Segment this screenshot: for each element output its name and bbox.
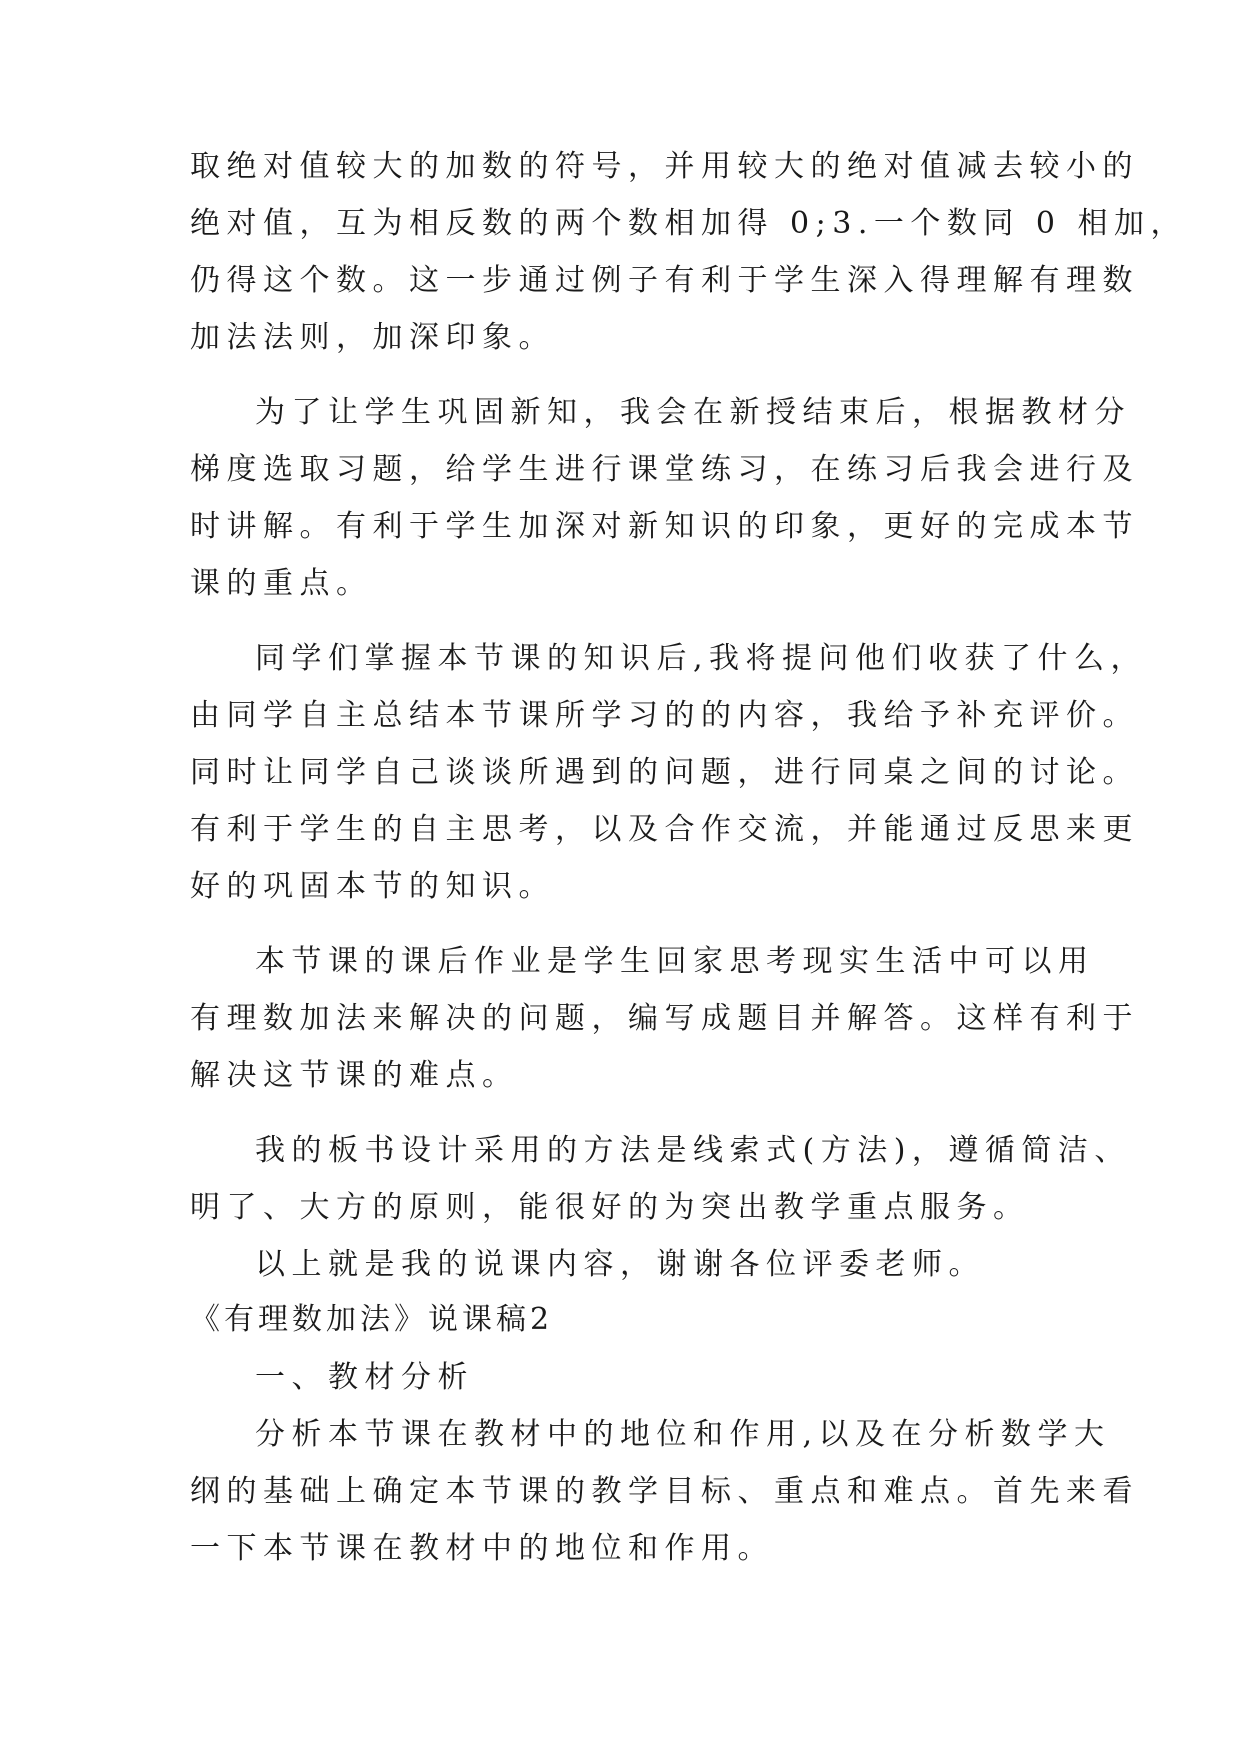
paragraph-first-line: 以上就是我的说课内容，谢谢各位评委老师。 [255,1247,985,1282]
paragraph-first-line: 分析本节课在教材中的地位和作用,以及在分析数学大 [255,1417,1111,1452]
text-line: 有理数加法来解决的问题，编写成题目并解答。这样有利于 [190,1001,1139,1036]
text-line: 绝对值，互为相反数的两个数相加得 0;3.一个数同 0 相加， [190,206,1188,241]
text-line: 取绝对值较大的加数的符号，并用较大的绝对值减去较小的 [190,149,1139,184]
paragraph-first-line: 本节课的课后作业是学生回家思考现实生活中可以用 [255,944,1095,979]
section-title: 《有理数加法》说课稿2 [190,1302,554,1337]
paragraph-first-line: 为了让学生巩固新知，我会在新授结束后，根据教材分 [255,395,1131,430]
subsection-heading: 一、教材分析 [255,1360,474,1395]
text-line: 同时让同学自己谈谈所遇到的问题，进行同桌之间的讨论。 [190,755,1139,790]
text-line: 解决这节课的难点。 [190,1058,519,1093]
text-line: 明了、大方的原则，能很好的为突出教学重点服务。 [190,1190,1030,1225]
text-line: 梯度选取习题，给学生进行课堂练习，在练习后我会进行及 [190,452,1139,487]
text-line: 由同学自主总结本节课所学习的的内容，我给予补充评价。 [190,698,1139,733]
text-line: 纲的基础上确定本节课的教学目标、重点和难点。首先来看 [190,1474,1139,1509]
text-line: 一下本节课在教材中的地位和作用。 [190,1531,774,1566]
text-line: 时讲解。有利于学生加深对新知识的印象，更好的完成本节 [190,509,1139,544]
text-line: 仍得这个数。这一步通过例子有利于学生深入得理解有理数 [190,263,1139,298]
text-line: 加法法则，加深印象。 [190,320,555,355]
text-line: 有利于学生的自主思考，以及合作交流，并能通过反思来更 [190,812,1139,847]
text-line: 课的重点。 [190,566,373,601]
paragraph-first-line: 我的板书设计采用的方法是线索式(方法)，遵循简洁、 [255,1133,1131,1168]
paragraph-first-line: 同学们掌握本节课的知识后,我将提问他们收获了什么， [255,641,1148,676]
text-line: 好的巩固本节的知识。 [190,869,555,904]
